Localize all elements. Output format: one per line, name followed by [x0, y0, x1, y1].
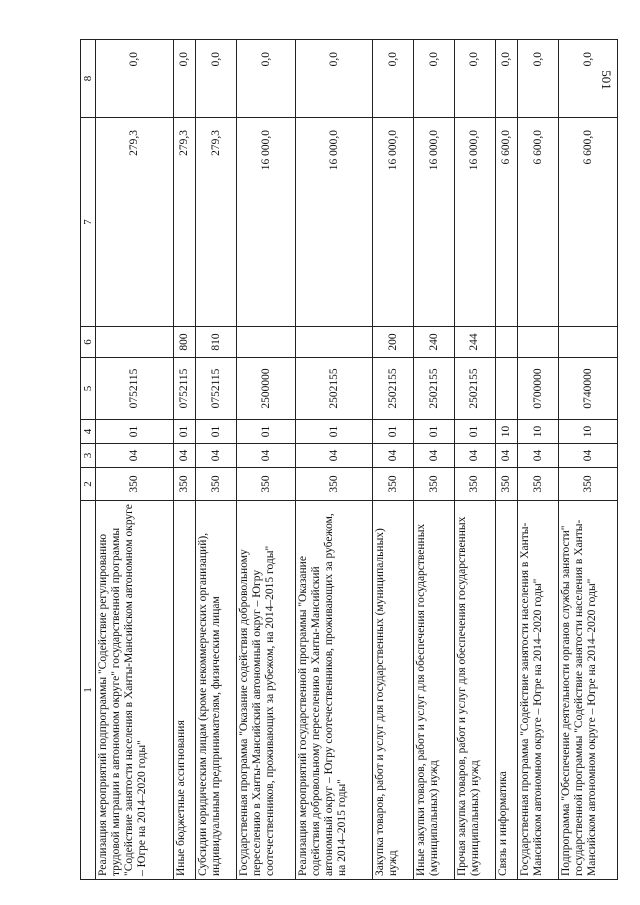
- ministry-code: 350: [96, 468, 173, 501]
- expense-type: 800: [173, 327, 196, 358]
- header-cell: 2: [81, 468, 96, 501]
- page-number: 501: [598, 70, 614, 90]
- amount: 16 000,0: [454, 118, 495, 327]
- table-row: [96, 40, 173, 880]
- header-cell: 3: [81, 444, 96, 468]
- section-code: 04: [196, 444, 237, 468]
- header-cell: 4: [81, 420, 96, 444]
- section-code: 04: [495, 444, 518, 468]
- amount: 279,3: [173, 118, 196, 327]
- header-row: [81, 40, 96, 880]
- ministry-code: 350: [558, 468, 617, 501]
- table-row: [495, 40, 518, 880]
- ministry-code: 350: [454, 468, 495, 501]
- target-code: 0740000: [558, 358, 617, 420]
- table-row: [558, 40, 617, 880]
- target-code: 2502155: [414, 358, 455, 420]
- target-code: 0700000: [518, 358, 559, 420]
- table-row: [173, 40, 196, 880]
- amount-extra: 0,0: [173, 40, 196, 118]
- subsection-code: 01: [96, 420, 173, 444]
- table-row: [454, 40, 495, 880]
- section-code: 04: [518, 444, 559, 468]
- row-name: Реализация мероприятий государственной программы "Оказание содействия добровольному переселению в Ханты-Мансийский автономный округ – Югру соотечественников, проживающих за рубежом, на 2014–2015 годы": [295, 501, 372, 880]
- table-row: [518, 40, 559, 880]
- row-name: Реализация мероприятий подпрограммы "Содействие регулированию трудовой миграции в автономном округе" государственной программы "Содействие занятости населения в Ханты-Мансийском автономном округе – Югре на 2014–2020 годы": [96, 501, 173, 880]
- target-code: [495, 358, 518, 420]
- ministry-code: 350: [196, 468, 237, 501]
- header-cell: 8: [81, 40, 96, 118]
- row-name: Иные бюджетные ассигнования: [173, 501, 196, 880]
- expense-type: [295, 327, 372, 358]
- subsection-code: 10: [495, 420, 518, 444]
- amount-extra: 0,0: [373, 40, 414, 118]
- amount-extra: 0,0: [495, 40, 518, 118]
- amount-extra: 0,0: [518, 40, 559, 118]
- target-code: 2502155: [295, 358, 372, 420]
- ministry-code: 350: [518, 468, 559, 501]
- table-row: [414, 40, 455, 880]
- row-name: Государственная программа "Оказание содействия добровольному переселению в Ханты-Мансийский автономный округ – Югру соотечественников, проживающих за рубежом, на 2014–2015 годы": [236, 501, 295, 880]
- subsection-code: 01: [173, 420, 196, 444]
- amount: 6 600,0: [558, 118, 617, 327]
- expense-type: [236, 327, 295, 358]
- target-code: 2500000: [236, 358, 295, 420]
- ministry-code: 350: [373, 468, 414, 501]
- amount-extra: 0,0: [558, 40, 617, 118]
- section-code: 04: [173, 444, 196, 468]
- subsection-code: 01: [295, 420, 372, 444]
- target-code: 0752115: [196, 358, 237, 420]
- subsection-code: 01: [196, 420, 237, 444]
- expense-type: [558, 327, 617, 358]
- table-row: [373, 40, 414, 880]
- ministry-code: 350: [236, 468, 295, 501]
- amount: 16 000,0: [414, 118, 455, 327]
- rotated-page: [80, 40, 618, 880]
- header-cell: 6: [81, 327, 96, 358]
- section-code: 04: [373, 444, 414, 468]
- amount: 6 600,0: [518, 118, 559, 327]
- amount-extra: 0,0: [196, 40, 237, 118]
- row-name: Подпрограмма "Обеспечение деятельности органов службы занятости" государственной программы "Содействие занятости населения в Ханты-Мансийском автономном округе – Югре на 2014–2020 годы": [558, 501, 617, 880]
- amount: 16 000,0: [295, 118, 372, 327]
- subsection-code: 01: [414, 420, 455, 444]
- amount: 16 000,0: [373, 118, 414, 327]
- expense-type: [96, 327, 173, 358]
- expense-type: 810: [196, 327, 237, 358]
- ministry-code: 350: [295, 468, 372, 501]
- ministry-code: 350: [173, 468, 196, 501]
- row-name: Закупка товаров, работ и услуг для государственных (муниципальных) нужд: [373, 501, 414, 880]
- amount: 16 000,0: [236, 118, 295, 327]
- ministry-code: 350: [414, 468, 455, 501]
- table-row: [196, 40, 237, 880]
- header-cell: 5: [81, 358, 96, 420]
- amount-extra: 0,0: [414, 40, 455, 118]
- amount-extra: 0,0: [295, 40, 372, 118]
- section-code: 04: [454, 444, 495, 468]
- target-code: 2502155: [454, 358, 495, 420]
- row-name: Субсидии юридическим лицам (кроме некоммерческих организаций), индивидуальным предпринимателям, физическим лицам: [196, 501, 237, 880]
- expense-type: [518, 327, 559, 358]
- header-cell: 1: [81, 501, 96, 880]
- row-name: Государственная программа "Содействие занятости населения в Ханты-Мансийском автономном округе – Югре на 2014–2020 годы": [518, 501, 559, 880]
- table-row: [295, 40, 372, 880]
- section-code: 04: [236, 444, 295, 468]
- subsection-code: 01: [236, 420, 295, 444]
- target-code: 2502155: [373, 358, 414, 420]
- expense-type: 200: [373, 327, 414, 358]
- row-name: Прочая закупка товаров, работ и услуг для обеспечения государственных (муниципальных) нужд: [454, 501, 495, 880]
- subsection-code: 10: [518, 420, 559, 444]
- amount-extra: 0,0: [96, 40, 173, 118]
- table-row: [236, 40, 295, 880]
- subsection-code: 01: [373, 420, 414, 444]
- row-name: Иные закупки товаров, работ и услуг для обеспечения государственных (муниципальных) нужд: [414, 501, 455, 880]
- target-code: 0752115: [173, 358, 196, 420]
- section-code: 04: [558, 444, 617, 468]
- amount: 279,3: [96, 118, 173, 327]
- subsection-code: 01: [454, 420, 495, 444]
- amount: 279,3: [196, 118, 237, 327]
- section-code: 04: [414, 444, 455, 468]
- section-code: 04: [96, 444, 173, 468]
- amount: 6 600,0: [495, 118, 518, 327]
- amount-extra: 0,0: [454, 40, 495, 118]
- budget-table: [80, 39, 618, 880]
- expense-type: [495, 327, 518, 358]
- expense-type: 240: [414, 327, 455, 358]
- ministry-code: 350: [495, 468, 518, 501]
- subsection-code: 10: [558, 420, 617, 444]
- target-code: 0752115: [96, 358, 173, 420]
- expense-type: 244: [454, 327, 495, 358]
- header-cell: 7: [81, 118, 96, 327]
- amount-extra: 0,0: [236, 40, 295, 118]
- row-name: Связь и информатика: [495, 501, 518, 880]
- section-code: 04: [295, 444, 372, 468]
